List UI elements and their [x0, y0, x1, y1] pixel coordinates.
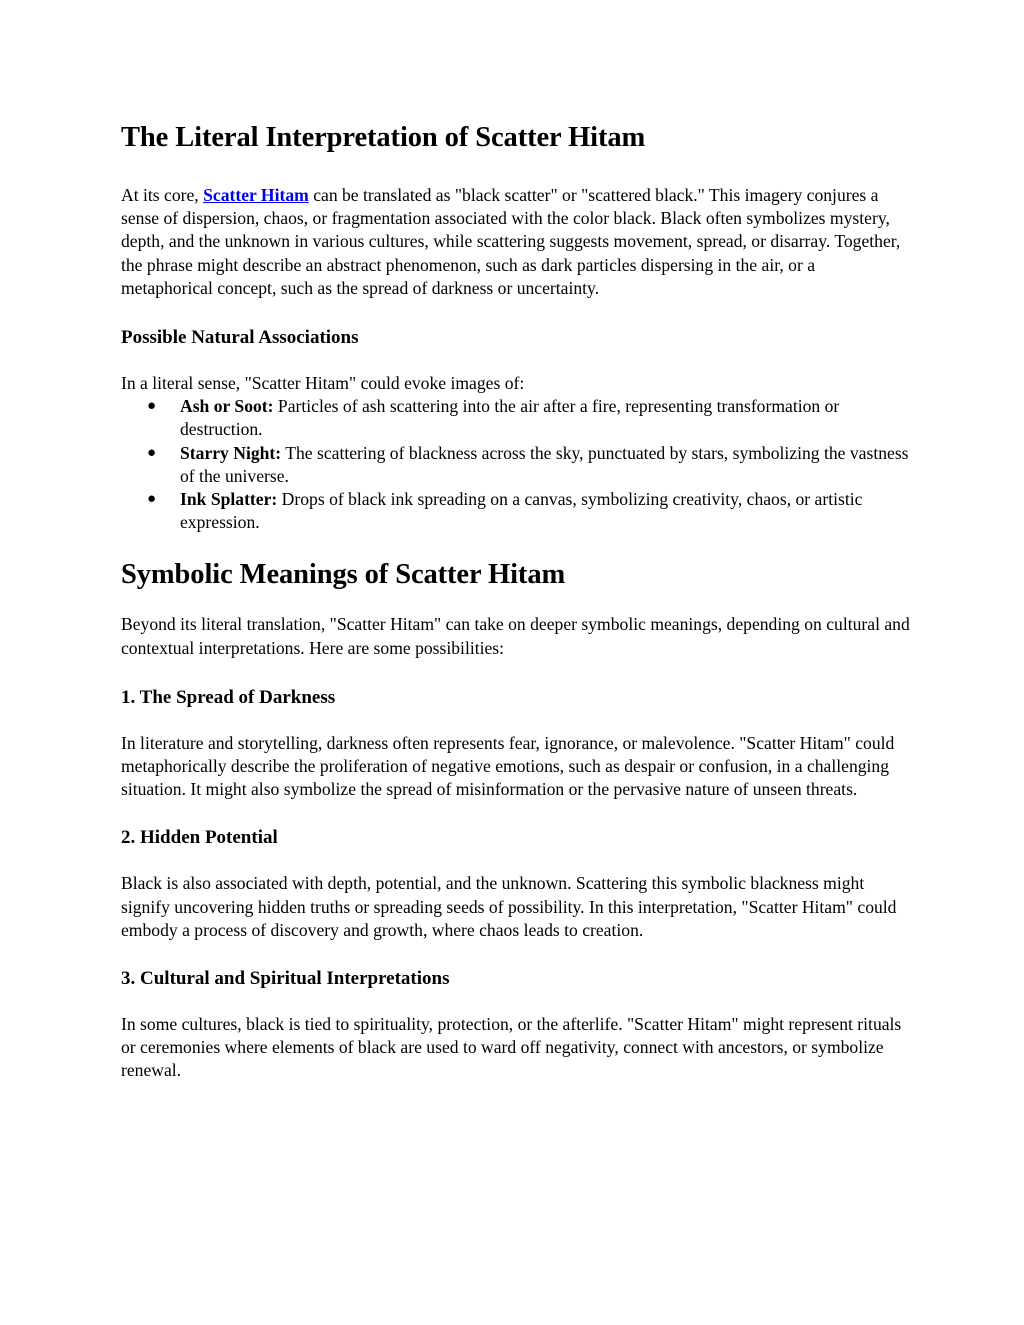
subsection-body-darkness: In literature and storytelling, darkness often represents fear, ignorance, or malevolence. "Scatter Hitam" could metaphorically describe the proliferation of negative emotions, such as despair or confusion, in a challenging situation. It might also symbolize the spread of misinformation or the pervasive nature of unseen threats. [121, 732, 895, 800]
subsection-heading-cultural: 3. Cultural and Spiritual Interpretations [121, 968, 450, 990]
list-item-term: Starry Night: [180, 442, 282, 463]
associations-list [121, 395, 911, 534]
bullet-icon: ● [147, 398, 157, 415]
section-title-symbolic: Symbolic Meanings of Scatter Hitam [121, 559, 566, 591]
scatter-hitam-link[interactable]: Scatter Hitam [203, 185, 309, 205]
section-title-literal: The Literal Interpretation of Scatter Hitam [121, 122, 646, 153]
associations-lead: In a literal sense, "Scatter Hitam" could evoke images of: [121, 373, 525, 394]
subsection-body-cultural: In some cultures, black is tied to spirituality, protection, or the afterlife. "Scatter Hitam" might represent rituals or ceremonies where elements of black are used to ward off negativity, connect with ancestors, or symbolize renewal. [121, 1014, 902, 1081]
bullet-icon: ● [147, 444, 157, 461]
intro-text-after-link: can be translated as "black scatter" or "scattered black." This imagery conjures a sense of dispersion, chaos, or fragmentation associated with the color black. Black often symbolizes mystery, depth, and the unknown in various cultures, while scattering suggests movement, spread, or disarray. Together, the phrase might describe an abstract phenomenon, such as dark particles dispersing in the air, or a metaphorical concept, such as the spread of darkness or uncertainty. [121, 185, 901, 298]
list-item-text: Particles of ash scattering into the air after a fire, representing transformation or destruction. [180, 396, 840, 440]
intro-paragraph [121, 184, 911, 300]
list-item-term: Ash or Soot: [180, 396, 274, 417]
list-item-ink-splatter [121, 488, 911, 534]
list-item-text: Drops of black ink spreading on a canvas, symbolizing creativity, chaos, or artistic expression. [180, 489, 863, 533]
list-item-ash [121, 395, 911, 441]
symbolic-intro-paragraph: Beyond its literal translation, "Scatter Hitam" can take on deeper symbolic meanings, depending on cultural and contextual interpretations. Here are some possibilities: [121, 614, 910, 658]
intro-text-before-link: At its core, [121, 185, 204, 205]
list-item-term: Ink Splatter: [180, 489, 278, 510]
bullet-icon: ● [147, 491, 157, 508]
associations-heading: Possible Natural Associations [121, 327, 359, 349]
subsection-heading-darkness: 1. The Spread of Darkness [121, 686, 336, 708]
subsection-body-potential: Black is also associated with depth, potential, and the unknown. Scattering this symbolic blackness might signify uncovering hidden truths or spreading seeds of possibility. In this interpretation, "Scatter Hitam" could embody a process of discovery and growth, where chaos leads to creation. [121, 873, 897, 940]
list-item-starry-night [121, 442, 911, 488]
list-item-text: The scattering of blackness across the sky, punctuated by stars, symbolizing the vastness of the universe. [180, 442, 909, 486]
subsection-heading-potential: 2. Hidden Potential [121, 827, 278, 849]
document-page [121, 118, 911, 1083]
